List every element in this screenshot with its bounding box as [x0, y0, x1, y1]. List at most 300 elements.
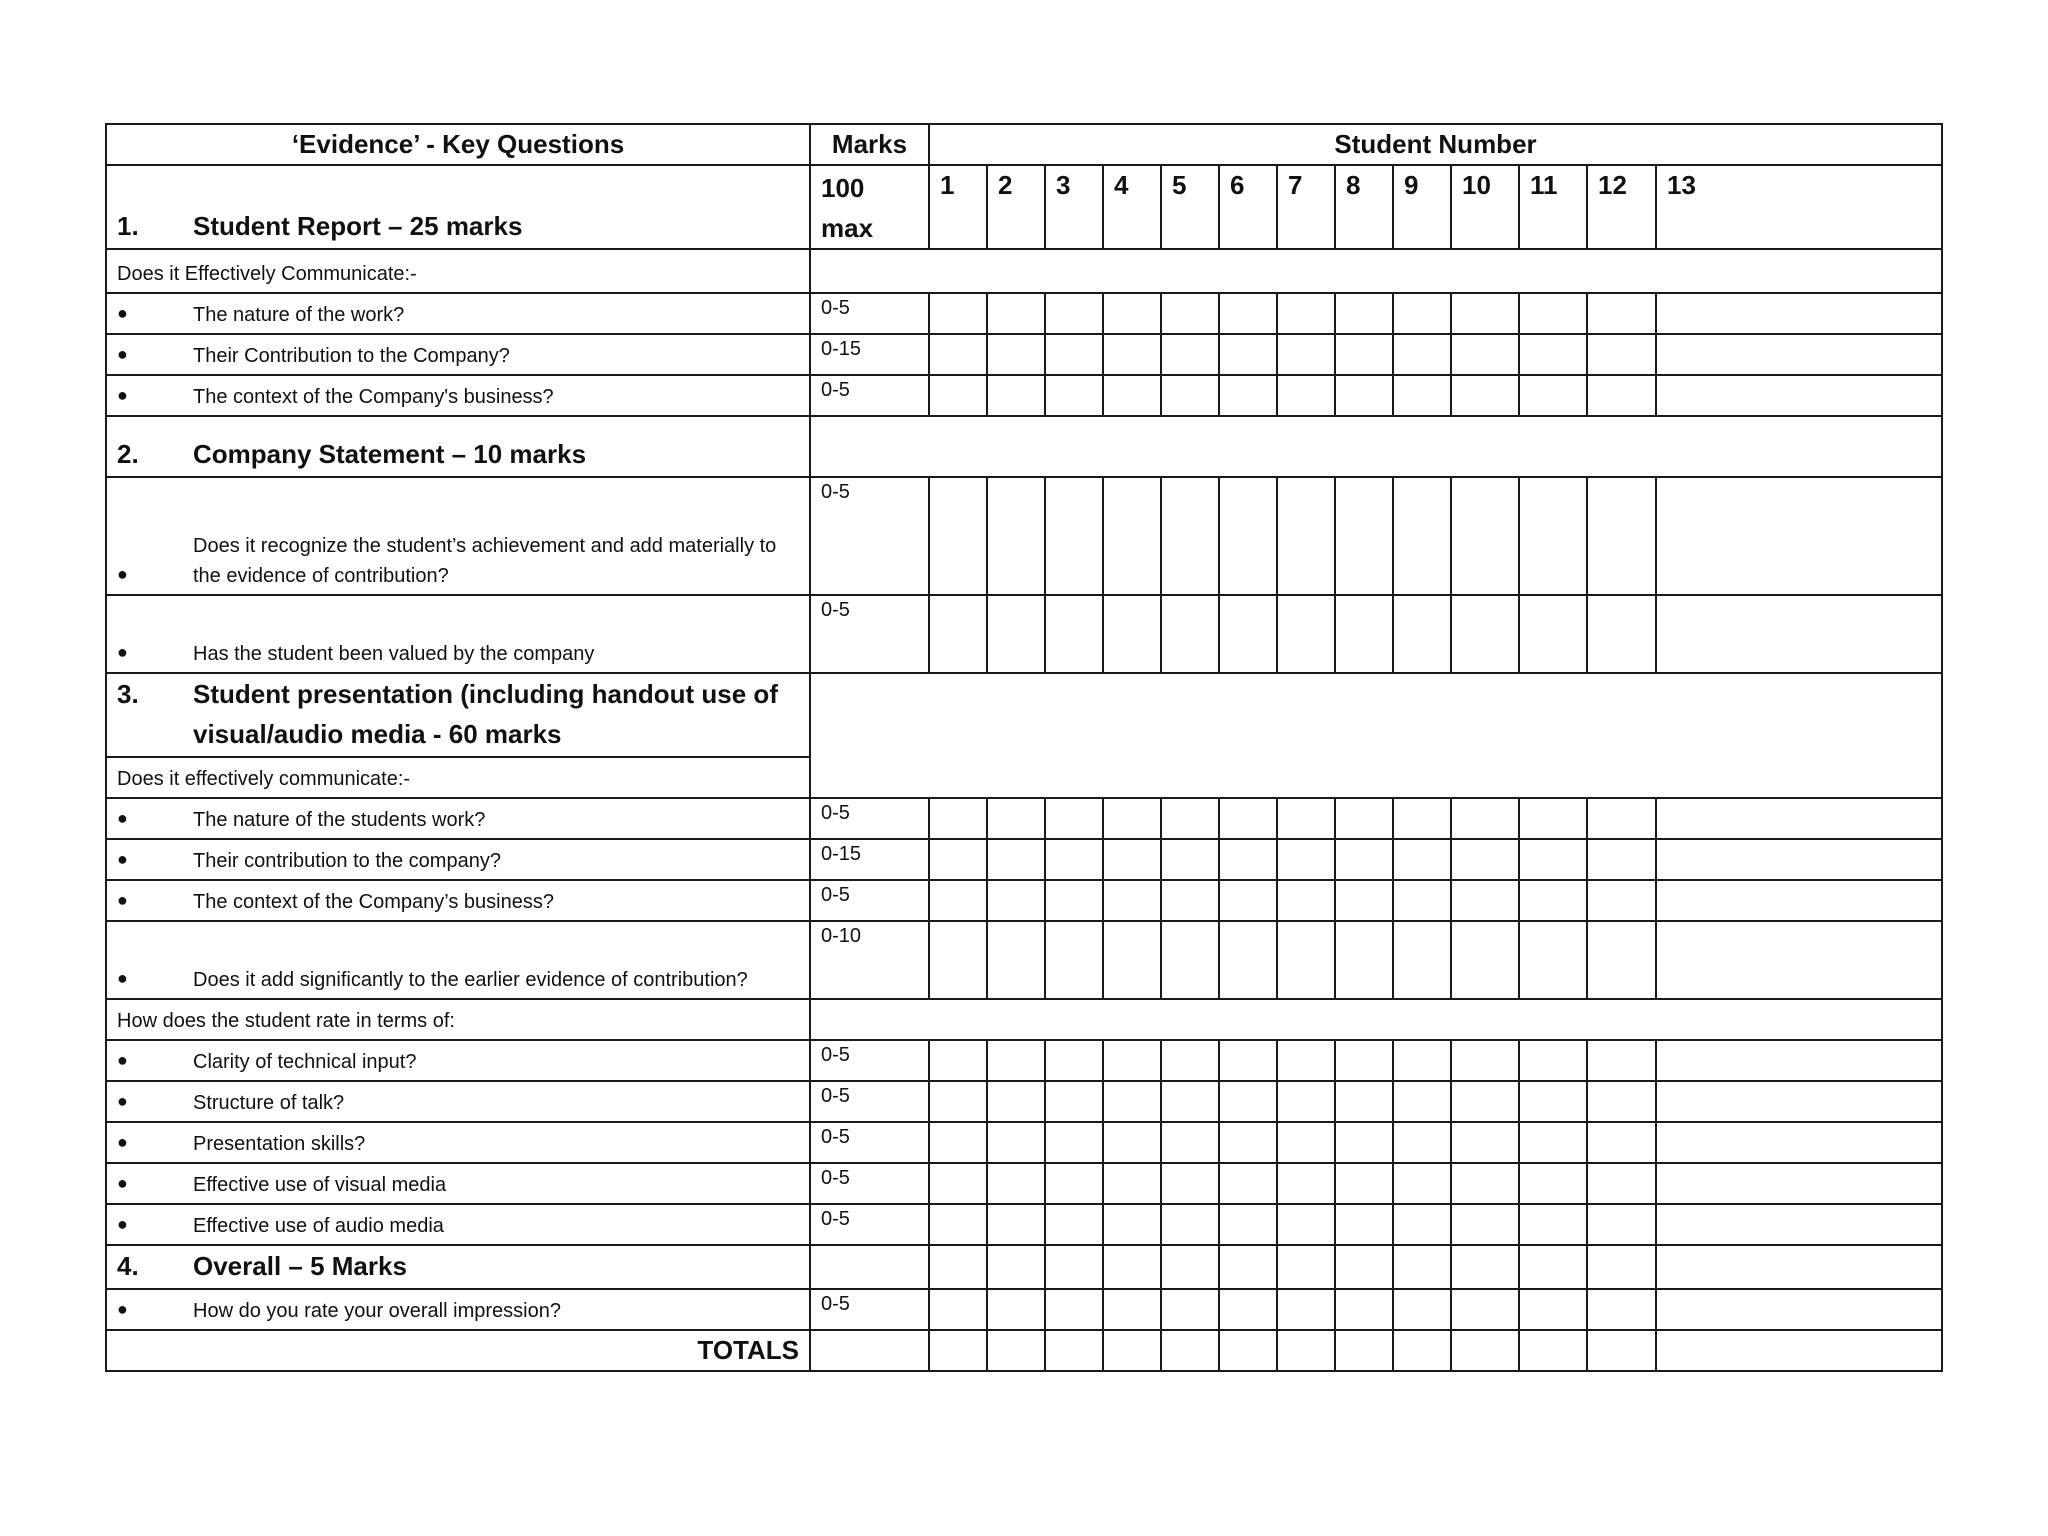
score-cell[interactable]: [1587, 1289, 1656, 1330]
score-cell[interactable]: [1451, 1204, 1519, 1245]
score-cell[interactable]: [1277, 293, 1335, 334]
score-cell[interactable]: [1519, 1040, 1587, 1081]
section-4-heading-number: 4.: [117, 1251, 139, 1281]
score-cell[interactable]: [1335, 1122, 1393, 1163]
marks-max-value: 100: [821, 173, 865, 203]
score-cell[interactable]: [1335, 595, 1393, 673]
score-cell[interactable]: [1045, 1289, 1103, 1330]
score-cell[interactable]: [929, 839, 987, 880]
score-cell[interactable]: [987, 375, 1045, 416]
score-cell[interactable]: [1519, 1163, 1587, 1204]
question-row: [106, 293, 1942, 334]
score-cell[interactable]: [1045, 595, 1103, 673]
section-2-heading-number: 2.: [117, 439, 139, 469]
score-cell[interactable]: [1103, 1330, 1161, 1371]
score-cell[interactable]: [1393, 1040, 1451, 1081]
score-cell[interactable]: [1103, 798, 1161, 839]
score-cell[interactable]: [1451, 1245, 1519, 1289]
score-cell[interactable]: [1451, 1330, 1519, 1371]
score-cell[interactable]: [1045, 1040, 1103, 1081]
score-cell[interactable]: [1103, 477, 1161, 595]
marking-grid-table: [105, 123, 1943, 1372]
score-cell[interactable]: [1103, 1040, 1161, 1081]
score-cell[interactable]: [1451, 1289, 1519, 1330]
mark-range: 0-5: [810, 880, 929, 921]
totals-marks-cell: [810, 1330, 929, 1371]
score-cell[interactable]: [987, 1245, 1045, 1289]
score-cell[interactable]: [1587, 1204, 1656, 1245]
score-cell[interactable]: [1587, 1330, 1656, 1371]
score-cell[interactable]: [1393, 921, 1451, 999]
question-cell: [106, 839, 810, 880]
mark-range: 0-5: [810, 1040, 929, 1081]
score-cell[interactable]: [1393, 839, 1451, 880]
question-text: Has the student been valued by the company: [193, 643, 595, 665]
score-cell[interactable]: [1103, 1204, 1161, 1245]
score-cell[interactable]: [1045, 921, 1103, 999]
score-cell[interactable]: [1219, 1245, 1277, 1289]
question-row: [106, 1081, 1942, 1122]
score-cell[interactable]: [1519, 595, 1587, 673]
mark-range: 0-5: [810, 1204, 929, 1245]
score-cell[interactable]: [1451, 477, 1519, 595]
score-cell[interactable]: [1103, 921, 1161, 999]
score-cell[interactable]: [1277, 1245, 1335, 1289]
score-cell[interactable]: [1519, 839, 1587, 880]
score-cell[interactable]: [1161, 1245, 1219, 1289]
score-cell[interactable]: [1161, 880, 1219, 921]
score-cell[interactable]: [1451, 1040, 1519, 1081]
score-cell[interactable]: [1277, 880, 1335, 921]
question-row: [106, 1122, 1942, 1163]
score-cell[interactable]: [1277, 375, 1335, 416]
score-cell[interactable]: [929, 1163, 987, 1204]
score-cell[interactable]: [1277, 1122, 1335, 1163]
mark-range: 0-5: [810, 293, 929, 334]
score-cell[interactable]: [1277, 798, 1335, 839]
score-cell[interactable]: [1656, 1081, 1942, 1122]
score-cell[interactable]: [1656, 1040, 1942, 1081]
score-cell[interactable]: [1277, 595, 1335, 673]
score-cell[interactable]: [1656, 1163, 1942, 1204]
question-cell: [106, 1163, 810, 1204]
score-cell[interactable]: [1587, 1245, 1656, 1289]
question-cell: [106, 798, 810, 839]
score-cell[interactable]: [1393, 880, 1451, 921]
score-cell[interactable]: [1161, 293, 1219, 334]
question-text: Does it add significantly to the earlier evidence of contribution?: [193, 969, 748, 991]
score-cell[interactable]: [987, 1081, 1045, 1122]
question-cell: [106, 1081, 810, 1122]
score-cell[interactable]: [929, 921, 987, 999]
section-1-title: Student Report – 25 marks: [193, 211, 523, 241]
score-cell[interactable]: [1219, 1163, 1277, 1204]
score-cell[interactable]: [1656, 375, 1942, 416]
score-cell[interactable]: [987, 1289, 1045, 1330]
score-cell[interactable]: [1103, 1122, 1161, 1163]
score-cell[interactable]: [1335, 880, 1393, 921]
mark-blank: [810, 1245, 929, 1289]
score-cell[interactable]: [1045, 1163, 1103, 1204]
score-cell[interactable]: [1393, 334, 1451, 375]
score-cell[interactable]: [1045, 1081, 1103, 1122]
score-cell[interactable]: [1277, 477, 1335, 595]
score-cell[interactable]: [1103, 1081, 1161, 1122]
score-cell[interactable]: [1587, 1040, 1656, 1081]
score-cell[interactable]: [1451, 798, 1519, 839]
score-cell[interactable]: [1335, 1330, 1393, 1371]
score-cell[interactable]: [1335, 293, 1393, 334]
mark-range: 0-5: [810, 798, 929, 839]
score-cell[interactable]: [1393, 293, 1451, 334]
section-2-heading-title: Company Statement – 10 marks: [193, 439, 587, 469]
student-column-number: 9: [1393, 165, 1451, 249]
score-cell[interactable]: [1219, 921, 1277, 999]
question-cell: [106, 1204, 810, 1245]
bullet-icon: ●: [117, 808, 128, 828]
score-cell[interactable]: [1587, 1081, 1656, 1122]
score-cell[interactable]: [1161, 375, 1219, 416]
mark-range: 0-5: [810, 1081, 929, 1122]
question-cell: [106, 880, 810, 921]
score-cell[interactable]: [1161, 1081, 1219, 1122]
score-cell[interactable]: [1045, 880, 1103, 921]
score-cell[interactable]: [1045, 1330, 1103, 1371]
score-cell[interactable]: [1103, 334, 1161, 375]
score-cell[interactable]: [1393, 1081, 1451, 1122]
mark-range: 0-5: [810, 1122, 929, 1163]
bullet-icon: ●: [117, 1299, 128, 1319]
score-cell[interactable]: [1656, 1289, 1942, 1330]
question-text: Does it recognize the student’s achievement and add materially to the evidence of contribution?: [193, 535, 777, 587]
bullet-icon: ●: [117, 890, 128, 910]
score-cell[interactable]: [1161, 839, 1219, 880]
score-cell[interactable]: [1045, 375, 1103, 416]
question-text: Effective use of visual media: [193, 1174, 447, 1196]
score-cell[interactable]: [929, 375, 987, 416]
score-cell[interactable]: [1656, 334, 1942, 375]
score-cell[interactable]: [1161, 334, 1219, 375]
score-cell[interactable]: [1519, 1289, 1587, 1330]
score-cell[interactable]: [929, 1081, 987, 1122]
marks-max-label: max: [821, 213, 874, 243]
mark-range: 0-5: [810, 595, 929, 673]
score-cell[interactable]: [929, 1330, 987, 1371]
score-cell[interactable]: [1219, 477, 1277, 595]
score-cell[interactable]: [1451, 839, 1519, 880]
score-cell[interactable]: [1656, 477, 1942, 595]
score-cell[interactable]: [1161, 1330, 1219, 1371]
student-column-number: 3: [1045, 165, 1103, 249]
score-cell[interactable]: [1219, 880, 1277, 921]
bullet-icon: ●: [117, 1173, 128, 1193]
score-cell[interactable]: [1587, 375, 1656, 416]
question-row: [106, 1163, 1942, 1204]
score-cell[interactable]: [1656, 1330, 1942, 1371]
score-cell[interactable]: [1393, 477, 1451, 595]
score-cell[interactable]: [1656, 1204, 1942, 1245]
student-column-number: 5: [1161, 165, 1219, 249]
bullet-icon: ●: [117, 564, 128, 584]
score-cell[interactable]: [1219, 1204, 1277, 1245]
score-cell[interactable]: [1045, 1204, 1103, 1245]
score-cell[interactable]: [1335, 839, 1393, 880]
marks-header: Marks: [810, 124, 929, 165]
score-cell[interactable]: [1103, 1245, 1161, 1289]
score-cell[interactable]: [1587, 1163, 1656, 1204]
score-cell[interactable]: [929, 1122, 987, 1163]
score-cell[interactable]: [1656, 1245, 1942, 1289]
score-cell[interactable]: [1393, 595, 1451, 673]
score-cell[interactable]: [1161, 1289, 1219, 1330]
mark-range: 0-5: [810, 1289, 929, 1330]
score-cell[interactable]: [1393, 1122, 1451, 1163]
score-cell[interactable]: [1519, 880, 1587, 921]
score-cell[interactable]: [987, 798, 1045, 839]
score-cell[interactable]: [1519, 1330, 1587, 1371]
score-cell[interactable]: [1277, 1081, 1335, 1122]
score-cell[interactable]: [1045, 477, 1103, 595]
score-cell[interactable]: [929, 1040, 987, 1081]
score-cell[interactable]: [1219, 375, 1277, 416]
score-cell[interactable]: [1161, 798, 1219, 839]
score-cell[interactable]: [1103, 839, 1161, 880]
score-cell[interactable]: [1587, 293, 1656, 334]
score-cell[interactable]: [1451, 293, 1519, 334]
score-cell[interactable]: [1335, 798, 1393, 839]
score-cell[interactable]: [1393, 1289, 1451, 1330]
score-cell[interactable]: [1393, 375, 1451, 416]
question-text: The nature of the students work?: [193, 809, 486, 831]
score-cell[interactable]: [1519, 798, 1587, 839]
question-text: Clarity of technical input?: [193, 1051, 417, 1073]
score-cell[interactable]: [1161, 477, 1219, 595]
score-cell[interactable]: [1277, 1289, 1335, 1330]
score-cell[interactable]: [1335, 477, 1393, 595]
score-cell[interactable]: [1519, 293, 1587, 334]
question-row: [106, 1040, 1942, 1081]
score-cell[interactable]: [1219, 595, 1277, 673]
score-cell[interactable]: [1335, 1163, 1393, 1204]
score-cell[interactable]: [1277, 839, 1335, 880]
score-cell[interactable]: [1451, 375, 1519, 416]
score-cell[interactable]: [1161, 1122, 1219, 1163]
bullet-icon: ●: [117, 1132, 128, 1152]
score-cell[interactable]: [1587, 839, 1656, 880]
question-row: [106, 375, 1942, 416]
score-cell[interactable]: [929, 334, 987, 375]
score-cell[interactable]: [1219, 839, 1277, 880]
score-cell[interactable]: [1335, 1081, 1393, 1122]
score-cell[interactable]: [1277, 1163, 1335, 1204]
question-row: [106, 921, 1942, 999]
mark-range: 0-5: [810, 375, 929, 416]
score-cell[interactable]: [1587, 334, 1656, 375]
score-cell[interactable]: [1335, 1040, 1393, 1081]
score-cell[interactable]: [1103, 880, 1161, 921]
score-cell[interactable]: [929, 1245, 987, 1289]
score-cell[interactable]: [1161, 595, 1219, 673]
score-cell[interactable]: [987, 1330, 1045, 1371]
score-cell[interactable]: [1277, 921, 1335, 999]
score-cell[interactable]: [1451, 921, 1519, 999]
bullet-icon: ●: [117, 385, 128, 405]
score-cell[interactable]: [1519, 375, 1587, 416]
score-cell[interactable]: [1277, 1330, 1335, 1371]
question-text: Presentation skills?: [193, 1133, 366, 1155]
score-cell[interactable]: [1335, 1245, 1393, 1289]
score-cell[interactable]: [987, 595, 1045, 673]
mark-range: 0-15: [810, 334, 929, 375]
score-cell[interactable]: [929, 293, 987, 334]
score-cell[interactable]: [1219, 334, 1277, 375]
score-cell[interactable]: [1103, 293, 1161, 334]
score-cell[interactable]: [1451, 334, 1519, 375]
question-text: The context of the Company’s business?: [193, 891, 554, 913]
score-cell[interactable]: [929, 595, 987, 673]
score-cell[interactable]: [1393, 1330, 1451, 1371]
score-cell[interactable]: [1656, 880, 1942, 921]
score-cell[interactable]: [929, 880, 987, 921]
score-cell[interactable]: [1656, 798, 1942, 839]
score-cell[interactable]: [1519, 921, 1587, 999]
score-cell[interactable]: [1451, 1163, 1519, 1204]
score-cell[interactable]: [1335, 1289, 1393, 1330]
score-cell[interactable]: [1451, 1081, 1519, 1122]
score-cell[interactable]: [1045, 293, 1103, 334]
score-cell[interactable]: [987, 921, 1045, 999]
score-cell[interactable]: [1219, 1040, 1277, 1081]
question-cell: [106, 293, 810, 334]
score-cell[interactable]: [1519, 1081, 1587, 1122]
score-cell[interactable]: [1161, 921, 1219, 999]
score-cell[interactable]: [1335, 1204, 1393, 1245]
question-row: [106, 1289, 1942, 1330]
question-cell: [106, 595, 810, 673]
score-cell[interactable]: [1393, 1245, 1451, 1289]
score-cell[interactable]: [1335, 375, 1393, 416]
bullet-icon: ●: [117, 968, 128, 988]
score-cell[interactable]: [1277, 1204, 1335, 1245]
score-cell[interactable]: [987, 1122, 1045, 1163]
score-cell[interactable]: [1656, 921, 1942, 999]
score-cell[interactable]: [1393, 1204, 1451, 1245]
score-cell[interactable]: [987, 1040, 1045, 1081]
score-cell[interactable]: [1393, 1163, 1451, 1204]
score-cell[interactable]: [1161, 1204, 1219, 1245]
student-column-number: 10: [1451, 165, 1519, 249]
student-column-number: 8: [1335, 165, 1393, 249]
score-cell[interactable]: [1219, 1081, 1277, 1122]
bullet-icon: ●: [117, 1214, 128, 1234]
score-cell[interactable]: [1335, 921, 1393, 999]
score-cell[interactable]: [1656, 293, 1942, 334]
score-cell[interactable]: [1587, 921, 1656, 999]
score-cell[interactable]: [1519, 1245, 1587, 1289]
score-cell[interactable]: [1451, 595, 1519, 673]
score-cell[interactable]: [1103, 1163, 1161, 1204]
bullet-icon: ●: [117, 642, 128, 662]
score-cell[interactable]: [929, 798, 987, 839]
score-cell[interactable]: [1451, 1122, 1519, 1163]
score-cell[interactable]: [1519, 334, 1587, 375]
score-cell[interactable]: [1335, 334, 1393, 375]
score-cell[interactable]: [1587, 880, 1656, 921]
section-1-number: 1.: [117, 211, 139, 241]
section-3-heading: [106, 673, 810, 757]
score-cell[interactable]: [987, 1163, 1045, 1204]
score-cell[interactable]: [1587, 1122, 1656, 1163]
question-text: The context of the Company's business?: [193, 386, 554, 408]
score-cell[interactable]: [1656, 1122, 1942, 1163]
question-text: The nature of the work?: [193, 304, 405, 326]
score-cell[interactable]: [1519, 1204, 1587, 1245]
score-cell[interactable]: [1393, 798, 1451, 839]
score-cell[interactable]: [1519, 1122, 1587, 1163]
score-cell[interactable]: [1045, 1245, 1103, 1289]
score-cell[interactable]: [987, 477, 1045, 595]
score-cell[interactable]: [1277, 334, 1335, 375]
score-cell[interactable]: [1219, 798, 1277, 839]
score-cell[interactable]: [1103, 595, 1161, 673]
score-cell[interactable]: [1587, 477, 1656, 595]
question-row: [106, 1204, 1942, 1245]
score-cell[interactable]: [1656, 595, 1942, 673]
score-cell[interactable]: [929, 1289, 987, 1330]
blank-band: [810, 416, 1942, 477]
section-3-heading-title: Student presentation (including handout use of visual/audio media - 60 marks: [193, 679, 778, 749]
question-cell: [106, 334, 810, 375]
score-cell[interactable]: [1451, 880, 1519, 921]
score-cell[interactable]: [1045, 839, 1103, 880]
score-cell[interactable]: [1219, 1122, 1277, 1163]
score-cell[interactable]: [987, 293, 1045, 334]
score-cell[interactable]: [1219, 1289, 1277, 1330]
question-cell: [106, 1040, 810, 1081]
student-column-number: 6: [1219, 165, 1277, 249]
section-4-heading: [106, 1245, 810, 1289]
score-cell[interactable]: [929, 477, 987, 595]
bullet-icon: ●: [117, 1091, 128, 1111]
score-cell[interactable]: [1656, 839, 1942, 880]
score-cell[interactable]: [929, 1204, 987, 1245]
score-cell[interactable]: [1219, 293, 1277, 334]
score-cell[interactable]: [1587, 595, 1656, 673]
score-cell[interactable]: [1219, 1330, 1277, 1371]
score-cell[interactable]: [1103, 375, 1161, 416]
question-cell: [106, 1289, 810, 1330]
score-cell[interactable]: [1045, 334, 1103, 375]
question-row: [106, 839, 1942, 880]
score-cell[interactable]: [1519, 477, 1587, 595]
question-text: How do you rate your overall impression?: [193, 1300, 561, 1322]
score-cell[interactable]: [1161, 1040, 1219, 1081]
student-number-header: Student Number: [929, 124, 1942, 165]
score-cell[interactable]: [1161, 1163, 1219, 1204]
blank-band: [810, 999, 1942, 1040]
score-cell[interactable]: [1045, 798, 1103, 839]
score-cell[interactable]: [987, 880, 1045, 921]
score-cell[interactable]: [1103, 1289, 1161, 1330]
score-cell[interactable]: [1587, 798, 1656, 839]
score-cell[interactable]: [1045, 1122, 1103, 1163]
score-cell[interactable]: [987, 1204, 1045, 1245]
score-cell[interactable]: [1277, 1040, 1335, 1081]
score-cell[interactable]: [987, 334, 1045, 375]
score-cell[interactable]: [987, 839, 1045, 880]
question-text: Structure of talk?: [193, 1092, 345, 1114]
mark-range: 0-5: [810, 1163, 929, 1204]
